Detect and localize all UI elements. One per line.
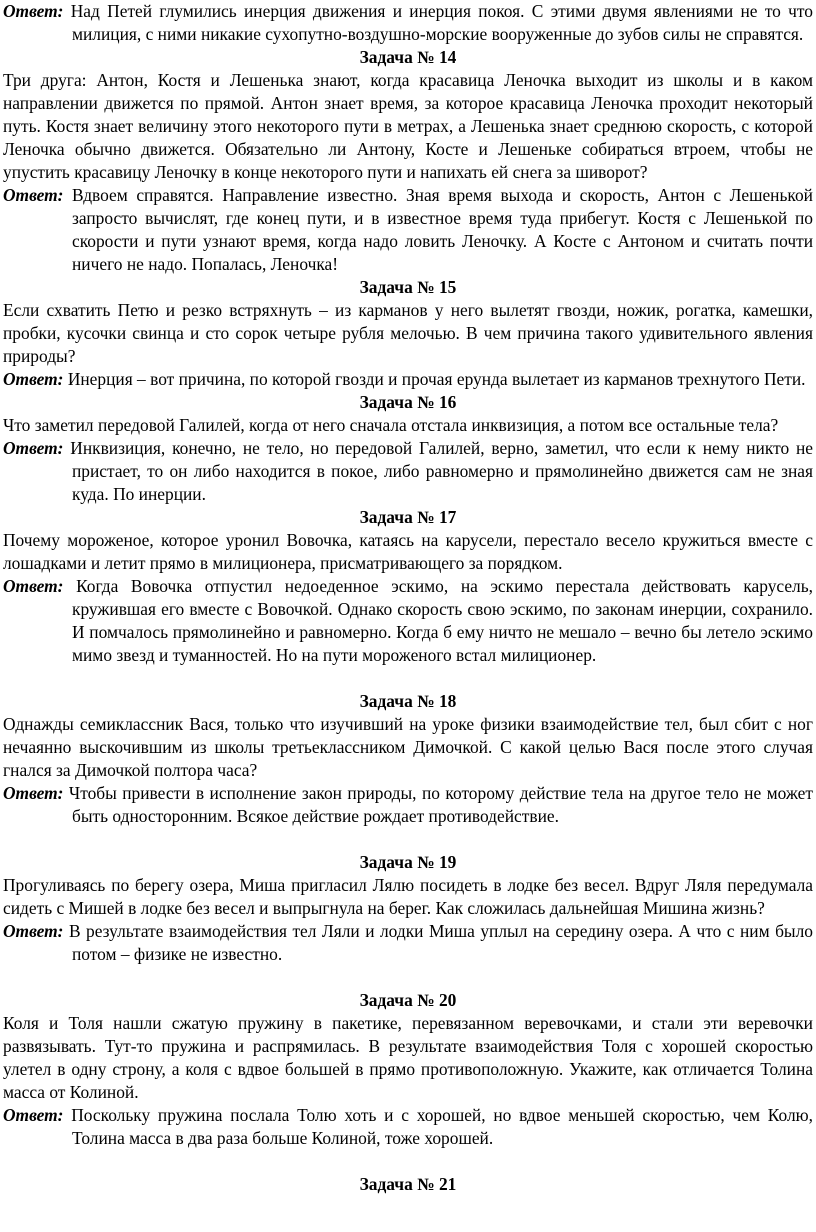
problem-text: Что заметил передовой Галилей, когда от него сначала отстала инквизиция, а потом все остальные тела? — [3, 415, 779, 435]
problem-text: Если схватить Петю и резко встряхнуть – из карманов у него вылетят гвозди, ножик, рогатка, камешки, пробки, кусочки свинца и сто сорок четыре рубля мелочью. В чем причина такого удивительного явления природы? — [3, 300, 813, 366]
task-title: Задача № 18 — [359, 691, 457, 711]
answer-text: В результате взаимодействия тел Ляли и лодки Миша уплыл на середину озера. А что с ним было потом – физике не известно. — [68, 921, 813, 964]
answer-text: Вдвоем справятся. Направление известно. Зная время выхода и скорость, Антон с Лешенькой запросто вычислят, где конец пути, и в известное время туда прибегут. Костя с Лешенькой по скорости и пути узнают время, когда надо ловить Леночку. А Косте с Антоном и считать почти ничего не надо. Попалась, Леночка! — [72, 185, 813, 274]
answer-label: Ответ: — [3, 369, 64, 389]
problem-text: Однажды семиклассник Вася, только что изучивший на уроке физики взаимодействие тел, был сбит с ног нечаянно выскочившим из школы третьеклассником Димочкой. С какой целью Вася после этого случая гнался за Димочкой полтора часа? — [3, 714, 813, 780]
answer-paragraph — [3, 184, 813, 276]
answer-text: Чтобы привести в исполнение закон природы, по которому действие тела на другое тело не может быть односторонним. Всякое действие рождает противодействие. — [68, 783, 813, 826]
answer-paragraph — [3, 437, 813, 506]
answer-paragraph — [3, 1104, 813, 1150]
answer-text: Над Петей глумились инерция движения и инерция покоя. С этими двумя явлениями не то что милиция, с ними никакие сухопутно-воздушно-морские вооруженные до зубов силы не справятся. — [70, 1, 813, 44]
task-title: Задача № 21 — [359, 1174, 457, 1194]
task-title: Задача № 17 — [359, 507, 457, 527]
answer-paragraph — [3, 0, 813, 46]
answer-paragraph — [3, 575, 813, 667]
task-title: Задача № 14 — [359, 47, 457, 67]
spacer — [3, 966, 813, 989]
spacer — [3, 828, 813, 851]
answer-label: Ответ: — [3, 921, 64, 941]
task-title: Задача № 15 — [359, 277, 457, 297]
answer-text: Инквизиция, конечно, не тело, но передовой Галилей, верно, заметил, что если к нему никто не пристает, то он либо находится в покое, либо равномерно и прямолинейно движется сам не зная куда. По инерции. — [70, 438, 813, 504]
problem-text: Почему мороженое, которое уронил Вовочка, катаясь на карусели, перестало весело кружиться вместе с лошадками и летит прямо в милиционера, присматривающего за порядком. — [3, 530, 813, 573]
answer-label: Ответ: — [3, 783, 64, 803]
answer-text: Инерция – вот причина, по которой гвозди и прочая ерунда вылетает из карманов трехнутого Пети. — [67, 369, 806, 389]
problem-text: Прогуливаясь по берегу озера, Миша пригласил Лялю посидеть в лодке без весел. Вдруг Ляля передумала сидеть с Мишей в лодке без весел и выпрыгнула на берег. Как сложилась дальнейшая Мишина жизнь? — [3, 875, 813, 918]
answer-paragraph — [3, 782, 813, 828]
problem-text: Коля и Толя нашли сжатую пружину в пакетике, перевязанном веревочками, и стали эти веревочки развязывать. Тут-то пружина и распрямилась. В результате взаимодействия Толя с хорошей скоростью улетел в одну строну, а коля с вдвое большей в прямо противоположную. Укажите, как отличается Толина масса от Колиной. — [3, 1013, 813, 1102]
task-title: Задача № 20 — [359, 990, 457, 1010]
spacer — [3, 1150, 813, 1173]
problem-text: Три друга: Антон, Костя и Лешенька знают, когда красавица Леночка выходит из школы и в каком направлении движется по прямой. Антон знает время, за которое красавица Леночка проходит некоторый путь. Костя знает величину этого некоторого пути в метрах, а Лешенька знает среднюю скорость, с которой Леночка обычно движется. Обязательно ли Антону, Косте и Лешеньке собираться втроем, чтобы не упустить красавицу Леночку в конце некоторого пути и напихать ей снега за шиворот? — [3, 70, 813, 182]
spacer — [3, 667, 813, 690]
answer-label: Ответ: — [3, 576, 64, 596]
answer-text: Поскольку пружина послала Толю хоть и с хорошей, но вдвое меньшей скоростью, чем Колю, Толина масса в два раза больше Колиной, тоже хорошей. — [71, 1105, 813, 1148]
answer-paragraph — [3, 920, 813, 966]
task-title: Задача № 19 — [359, 852, 457, 872]
answer-text: Когда Вовочка отпустил недоеденное эскимо, на эскимо перестала действовать карусель, кружившая его вместе с Вовочкой. Однако скорость свою эскимо, по законам инерции, сохранило. И помчалось прямолинейно и равномерно. Когда б ему ничто не мешало – вечно бы летело эскимо мимо звезд и туманностей. Но на пути мороженого встал милиционер. — [72, 576, 813, 665]
answer-paragraph — [3, 368, 813, 391]
answer-label: Ответ: — [3, 1, 64, 21]
answer-label: Ответ: — [3, 185, 64, 205]
answer-label: Ответ: — [3, 1105, 64, 1125]
answer-label: Ответ: — [3, 438, 64, 458]
task-title: Задача № 16 — [359, 392, 457, 412]
